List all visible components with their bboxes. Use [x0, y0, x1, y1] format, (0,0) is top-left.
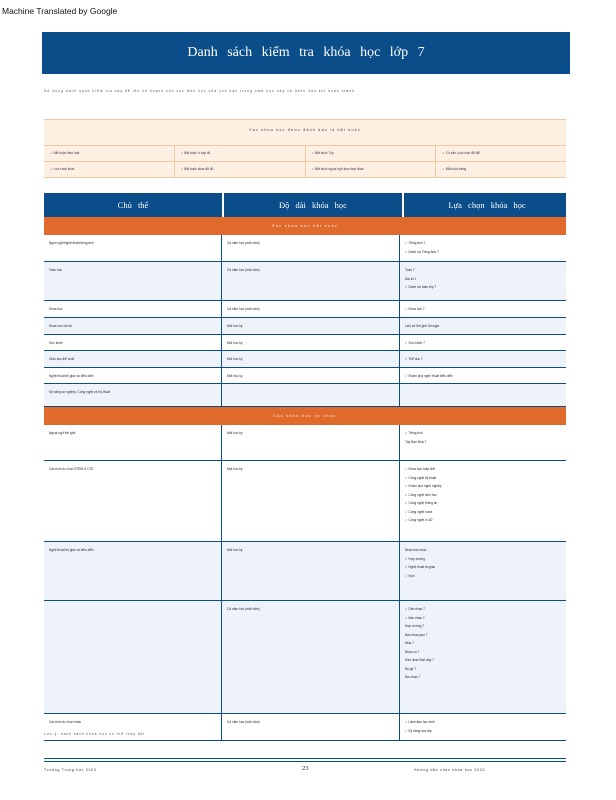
length-cell: Một học kỳ [222, 368, 400, 384]
course-option: ✓ Kịch [405, 573, 415, 578]
length-cell: Một học kỳ [222, 542, 400, 600]
options-cell [400, 542, 566, 600]
length-cell: Cả năm học (một năm) [222, 301, 400, 317]
course-option: ✓ Công nghệ thông tin [405, 501, 438, 505]
course-option: Múa 7 [405, 641, 414, 645]
length-cell [222, 384, 400, 406]
course-option: ✓ Nghệ thuật thị giác [405, 565, 436, 569]
subject-cell: Giáo dục thể chất [44, 351, 222, 367]
table-row [44, 235, 566, 262]
course-table [44, 193, 566, 741]
table-body [44, 217, 566, 741]
legend-grid [44, 145, 566, 177]
intro-text: Sử dụng danh sách kiểm tra này để lên kế hoạch cho các môn học của con bạn trong năm học này và đánh dấu khi hoàn thành [44, 89, 356, 93]
options-cell [400, 351, 566, 367]
course-option: Nhạc cụ 7 [405, 649, 420, 654]
options-cell [400, 318, 566, 334]
course-option: ✓ Tiếng Anh 7 [405, 241, 426, 245]
table-row [44, 351, 566, 368]
subject-cell: Nghệ thuật thị giác và biểu diễn [44, 542, 222, 600]
header-length: Độ dài khóa học [224, 193, 404, 217]
table-row [44, 601, 566, 714]
options-cell [400, 301, 566, 317]
course-option: ✓ Lãnh đạo học sinh [405, 720, 435, 724]
subject-cell: Toán học [44, 262, 222, 300]
length-cell: Một học kỳ [222, 351, 400, 367]
table-row [44, 461, 566, 542]
table-row [44, 368, 566, 385]
table-row [44, 425, 566, 461]
page-title-banner: Danh sách kiểm tra khóa học lớp 7 [42, 32, 570, 74]
course-option: ✓ Dàn nhạc 7 [405, 607, 425, 611]
course-option: Dàn nhạc Đàn dây 7 [405, 658, 435, 662]
length-cell: Một học kỳ [222, 461, 400, 541]
subject-cell: Khoa học xã hội [44, 318, 222, 334]
legend-cell: ✓ Bắt buộc tiếng [442, 167, 467, 171]
course-option: ✓ Công nghệ kỹ thuật [405, 475, 437, 480]
subject-cell: Khoa học [44, 301, 222, 317]
table-row [44, 335, 566, 352]
course-option: ✓ Công nghệ robot [405, 509, 433, 514]
options-cell [400, 384, 566, 406]
course-option: ✓ Khám phá nghề nghiệp [405, 484, 442, 488]
legend-cell: ✓ Bắt buộc ngoại ngữ lựa chọn khác [306, 162, 437, 177]
course-option: Toán 7 [405, 268, 415, 272]
options-cell [400, 461, 566, 541]
legend-row [44, 161, 566, 177]
section-header: Các khóa học bắt buộc [44, 217, 566, 235]
legend-title: Các khóa học được đánh dấu là bắt buộc [249, 128, 361, 132]
course-option: Âm nhạc 7 [405, 675, 421, 679]
length-cell: Cả năm học (một năm) [222, 601, 400, 713]
course-option: Lịch sử thế giới Georgia [405, 324, 440, 328]
length-cell: Một học kỳ [222, 335, 400, 351]
course-option: ✓ Khoa học 7 [405, 307, 425, 311]
footnote: Lưu ý: danh sách khóa học có thể thay đổi [44, 732, 146, 736]
footer-left: Trường Trung học 2023 [44, 768, 97, 772]
options-cell [400, 425, 566, 460]
header-subject: Chủ thể [44, 193, 224, 217]
course-option: ✓ Công nghệ in 3D [405, 518, 433, 522]
subject-cell [44, 601, 222, 713]
length-cell: Một học kỳ [222, 425, 400, 460]
table-header [44, 193, 566, 217]
table-row [44, 318, 566, 335]
table-row [44, 384, 566, 407]
course-option: Ban nhạc jazz 7 [405, 632, 428, 637]
course-option: ✓ Thể dục 7 [405, 357, 423, 361]
legend-cell: ✓ Bắt buộc ở cấp độ [175, 146, 306, 161]
footer-right: Hướng dẫn chọn khóa học 2023 [414, 768, 486, 772]
course-option: Tây Ban Nha 7 [405, 439, 427, 444]
subject-cell: Ngoại ngữ thế giới [44, 425, 222, 460]
legend-row [44, 145, 566, 161]
options-cell [400, 262, 566, 300]
legend-cell: ✓ Lựa chọn khác [44, 162, 175, 177]
course-option: ✓ Danh dự toán lớp 7 [405, 285, 437, 289]
course-option: ✓ Kỹ năng học tập [405, 728, 432, 733]
legend-cell: ✓ Bắt buộc khác đã đủ [175, 162, 306, 177]
table-row [44, 714, 566, 741]
course-option: Hợp xướng 7 [405, 624, 425, 628]
legend-cell: ✓ Bắt buộc Tùy [306, 146, 437, 161]
subject-cell: Nghệ thuật thị giác và biểu diễn [44, 368, 222, 384]
length-cell: Cả năm học (một năm) [222, 262, 400, 300]
options-cell [400, 335, 566, 351]
legend-cell: ✓ Có sẵn Lựa chọn để đổi [442, 151, 480, 155]
subject-cell: Ngôn ngữ/Nghệ thuật tiếng Anh [44, 235, 222, 261]
course-option: Nhạc ban nhạc [405, 548, 427, 552]
section-header: Các khóa học tự chọn [44, 407, 566, 425]
table-row [44, 301, 566, 318]
course-option: Bộ gõ 7 [405, 666, 416, 671]
table-row [44, 262, 566, 301]
machine-translated-watermark: Machine Translated by Google [2, 6, 118, 16]
subject-cell: Các môn tự chọn khác [44, 714, 222, 740]
subject-cell: Sức khỏe [44, 335, 222, 351]
length-cell: Cả năm học (một năm) [222, 714, 400, 740]
footer-rule [44, 758, 566, 759]
subject-cell: Kỹ năng sự nghiệp, Công nghệ và Kỹ thuật [44, 384, 222, 406]
table-row [44, 542, 566, 601]
course-option: ✓ Hợp xướng [405, 556, 425, 561]
options-cell [400, 601, 566, 713]
course-option: ✓ Khoa học máy tính [405, 467, 436, 471]
length-cell: Một học kỳ [222, 318, 400, 334]
options-cell [400, 235, 566, 261]
course-option: ✓ Khám phá nghệ thuật biểu diễn [405, 373, 453, 378]
page-number: 23 [302, 765, 309, 772]
footer-rule-2 [44, 761, 566, 762]
legend-cell: ✓ Bắt buộc theo luật [44, 146, 175, 161]
course-option: ✓ Tiếng Anh [405, 431, 423, 435]
course-option: ✓ Danh dự Tiếng Anh 7 [405, 249, 439, 254]
course-option: ✓ Công nghệ sinh học [405, 492, 437, 497]
header-options: Lựa chọn khóa học [448, 200, 526, 210]
length-cell: Cả năm học (một năm) [222, 235, 400, 261]
course-option: ✓ Sức khỏe 7 [405, 340, 425, 345]
options-cell [400, 714, 566, 740]
legend-box [44, 119, 566, 178]
options-cell [400, 368, 566, 384]
course-option: Đại số 1 [405, 276, 417, 281]
course-option: ✓ Ban nhạc 7 [405, 615, 425, 620]
subject-cell: Các môn tự chọn STEM & CTE [44, 461, 222, 541]
